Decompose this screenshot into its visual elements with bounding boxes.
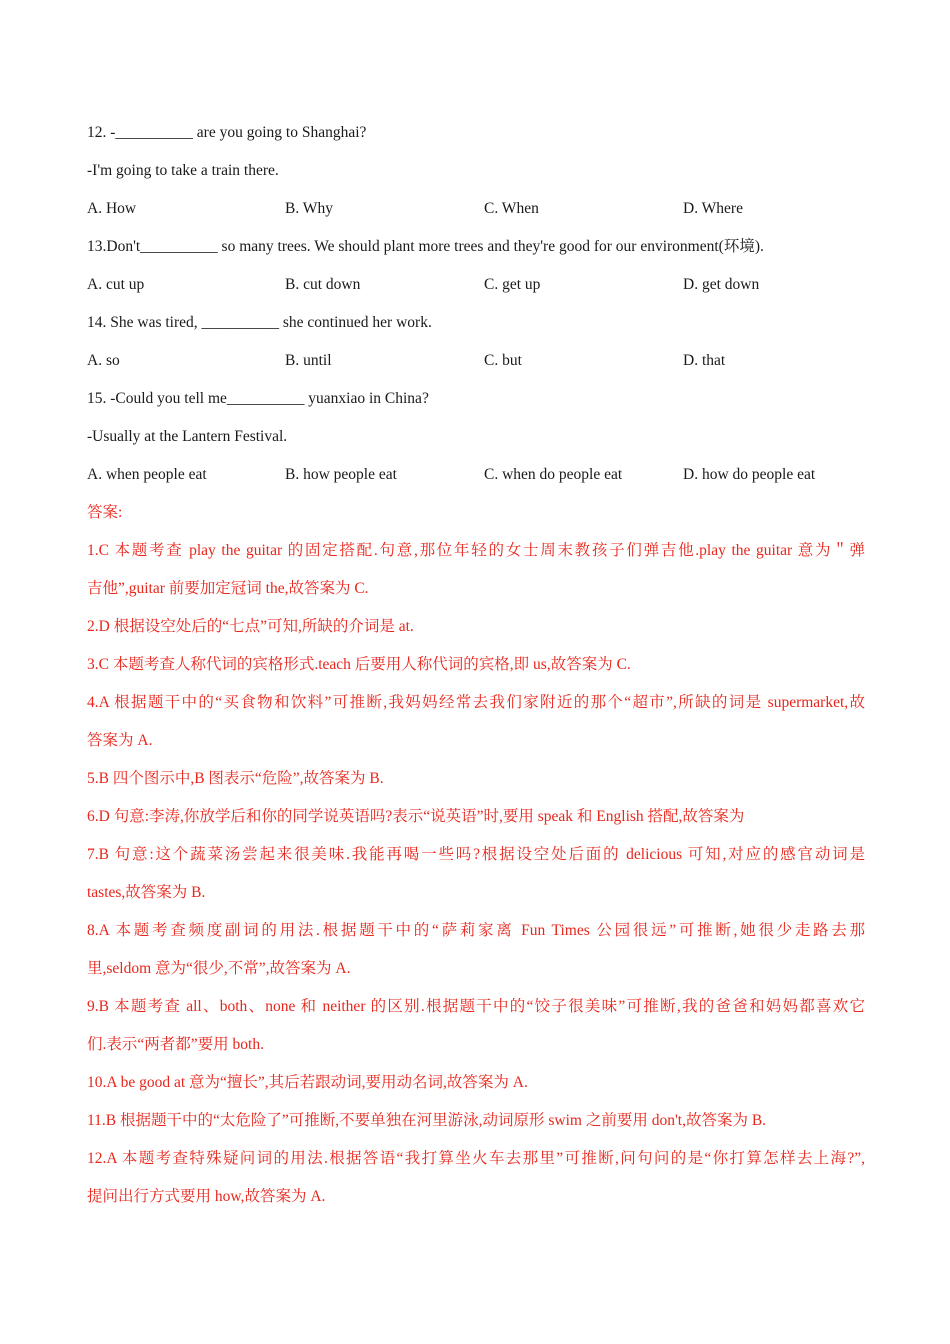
answer-line: 6.D 句意:李涛,你放学后和你的同学说英语吗?表示“说英语”时,要用 speak 和 English 搭配,故答案为 bbox=[87, 808, 745, 825]
option-d: D. Where bbox=[683, 200, 743, 217]
option-c: C. but bbox=[484, 352, 522, 369]
answer-line: 5.B 四个图示中,B 图表示“危险”,故答案为 B. bbox=[87, 770, 384, 787]
answers-heading: 答案: bbox=[87, 504, 123, 521]
option-c: C. when do people eat bbox=[484, 466, 623, 483]
option-a: A. when people eat bbox=[87, 466, 207, 483]
answer-line: tastes,故答案为 B. bbox=[87, 884, 206, 901]
option-b: B. cut down bbox=[285, 276, 361, 293]
question-12-options bbox=[87, 198, 887, 220]
answer-line: 8.A 本题考查频度副词的用法.根据题干中的“萨莉家离 Fun Times 公园很远”可推断,她很少走路去那 bbox=[87, 922, 865, 939]
answer-line: 3.C 本题考查人称代词的宾格形式.teach 后要用人称代词的宾格,即 us,故答案为 C. bbox=[87, 656, 631, 673]
option-a: A. cut up bbox=[87, 276, 145, 293]
answer-line: 1.C 本题考查 play the guitar 的固定搭配.句意,那位年轻的女士周末教孩子们弹吉他.play the guitar 意为＂弹 bbox=[87, 542, 865, 559]
answer-line: 里,seldom 意为“很少,不常”,故答案为 A. bbox=[87, 960, 351, 977]
question-12-reply: -I'm going to take a train there. bbox=[87, 162, 279, 179]
question-14-options bbox=[87, 350, 887, 372]
option-d: D. get down bbox=[683, 276, 760, 293]
answer-line: 2.D 根据设空处后的“七点”可知,所缺的介词是 at. bbox=[87, 618, 414, 635]
question-15-reply: -Usually at the Lantern Festival. bbox=[87, 428, 288, 445]
option-d: D. that bbox=[683, 352, 726, 369]
question-13-options bbox=[87, 274, 887, 296]
option-b: B. until bbox=[285, 352, 332, 369]
answer-line: 吉他”,guitar 前要加定冠词 the,故答案为 C. bbox=[87, 580, 369, 597]
option-b: B. how people eat bbox=[285, 466, 397, 483]
answer-line: 9.B 本题考查 all、both、none 和 neither 的区别.根据题干中的“饺子很美味”可推断,我的爸爸和妈妈都喜欢它 bbox=[87, 998, 865, 1015]
answer-line: 7.B 句意:这个蔬菜汤尝起来很美味.我能再喝一些吗?根据设空处后面的 delicious 可知,对应的感官动词是 bbox=[87, 846, 865, 863]
option-c: C. get up bbox=[484, 276, 541, 293]
answer-line: 们.表示“两者都”要用 both. bbox=[87, 1036, 264, 1053]
option-c: C. When bbox=[484, 200, 539, 217]
answer-line: 12.A 本题考查特殊疑问词的用法.根据答语“我打算坐火车去那里”可推断,问句问的是“你打算怎样去上海?”, bbox=[87, 1150, 865, 1167]
answer-line: 提问出行方式要用 how,故答案为 A. bbox=[87, 1188, 326, 1205]
question-14-stem: 14. She was tired, __________ she continued her work. bbox=[87, 314, 432, 331]
answer-line: 4.A 根据题干中的“买食物和饮料”可推断,我妈妈经常去我们家附近的那个“超市”,所缺的词是 supermarket,故 bbox=[87, 694, 865, 711]
answer-line: 10.A be good at 意为“擅长”,其后若跟动词,要用动名词,故答案为 A. bbox=[87, 1074, 528, 1091]
answer-line: 答案为 A. bbox=[87, 732, 153, 749]
option-a: A. so bbox=[87, 352, 120, 369]
question-12-stem: 12. -__________ are you going to Shanghai? bbox=[87, 124, 367, 141]
question-15-stem: 15. -Could you tell me__________ yuanxiao in China? bbox=[87, 390, 429, 407]
option-b: B. Why bbox=[285, 200, 333, 217]
answer-line: 11.B 根据题干中的“太危险了”可推断,不要单独在河里游泳,动词原形 swim 之前要用 don't,故答案为 B. bbox=[87, 1112, 767, 1129]
question-13-stem: 13.Don't__________ so many trees. We should plant more trees and they're good for our environment(环境). bbox=[87, 238, 764, 255]
question-15-options bbox=[87, 464, 887, 486]
option-d: D. how do people eat bbox=[683, 466, 816, 483]
option-a: A. How bbox=[87, 200, 137, 217]
